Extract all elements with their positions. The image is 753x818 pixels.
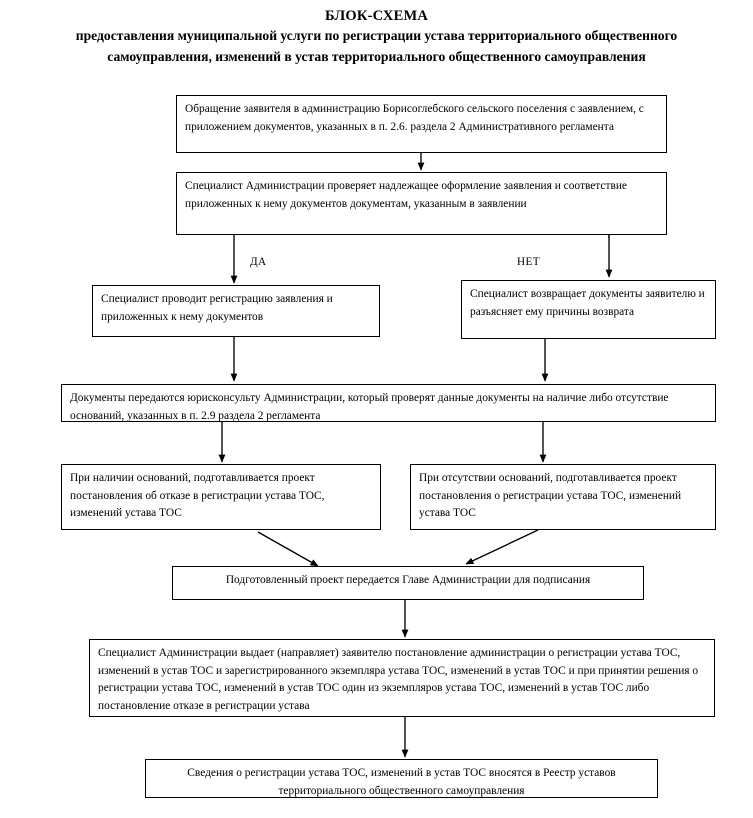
flow-node-issue-decision bbox=[89, 639, 715, 717]
branch-label-yes: ДА bbox=[250, 256, 267, 268]
flow-node-draft-to-head bbox=[172, 566, 644, 600]
page-title: БЛОК-СХЕМА bbox=[324, 8, 429, 24]
flow-node-text: При наличии оснований, подготавливается проект постановления об отказе в регистрации устава ТОС, изменений устава ТОС bbox=[70, 472, 325, 519]
flow-node-text: Специалист проводит регистрацию заявления и приложенных к нему документов bbox=[101, 293, 333, 323]
edge-n7-n8 bbox=[466, 530, 538, 564]
edge-n6-n8 bbox=[258, 532, 318, 566]
page-subtitle: предоставления муниципальной услуги по регистрации устава территориального общественного самоуправления, изменений в устав территориального общественного самоуправления bbox=[75, 28, 678, 64]
flow-node-text: При отсутствии оснований, подготавливается проект постановления о регистрации устава ТОС, изменений устава ТОС bbox=[419, 472, 682, 519]
flow-node-registry-entry bbox=[145, 759, 658, 798]
flow-node-text: Подготовленный проект передается Главе Администрации для подписания bbox=[225, 574, 591, 586]
flow-node-registration-draft bbox=[410, 464, 716, 530]
flow-node-text: Сведения о регистрации устава ТОС, изменений в устав ТОС вносятся в Реестр уставов территориального общественного самоуправления bbox=[187, 767, 616, 797]
flow-node-application-submission bbox=[176, 95, 667, 153]
flow-node-text: Специалист Администрации выдает (направляет) заявителю постановление администрации о регистрации устава ТОС, изменений в устав ТОС и зарегистрированного экземпляра устава ТОС, изменений в устав ТОС и при принятии решения о регистрации устава ТОС, изменений в устав ТОС один из экземпляров устава ТОС, изменений в устав ТОС либо постановление отказе в регистрации устава bbox=[98, 647, 699, 712]
flow-node-text: Обращение заявителя в администрацию Борисоглебского сельского поселения с заявлением, с приложением документов, указанных в п. 2.6. раздела 2 Административного регламента bbox=[185, 103, 644, 133]
flow-node-specialist-check bbox=[176, 172, 667, 235]
flow-node-text: Специалист Администрации проверяет надлежащее оформление заявления и соответствие приложенных к нему документов документам, указанным в заявлении bbox=[185, 180, 627, 210]
flow-node-registration-yes bbox=[92, 285, 380, 337]
flow-node-refusal-draft bbox=[61, 464, 381, 530]
branch-label-no: НЕТ bbox=[517, 256, 540, 268]
flow-node-text: Документы передаются юрисконсульту Администрации, который проверят данные документы на наличие либо отсутствие оснований, указанных в п. 2.9 раздела 2 регламента bbox=[70, 392, 669, 422]
page-title-block bbox=[0, 6, 753, 67]
flow-node-text: Специалист возвращает документы заявителю и разъясняет ему причины возврата bbox=[470, 288, 705, 318]
flow-node-legal-counsel-review bbox=[61, 384, 716, 422]
flow-node-return-documents-no bbox=[461, 280, 716, 339]
